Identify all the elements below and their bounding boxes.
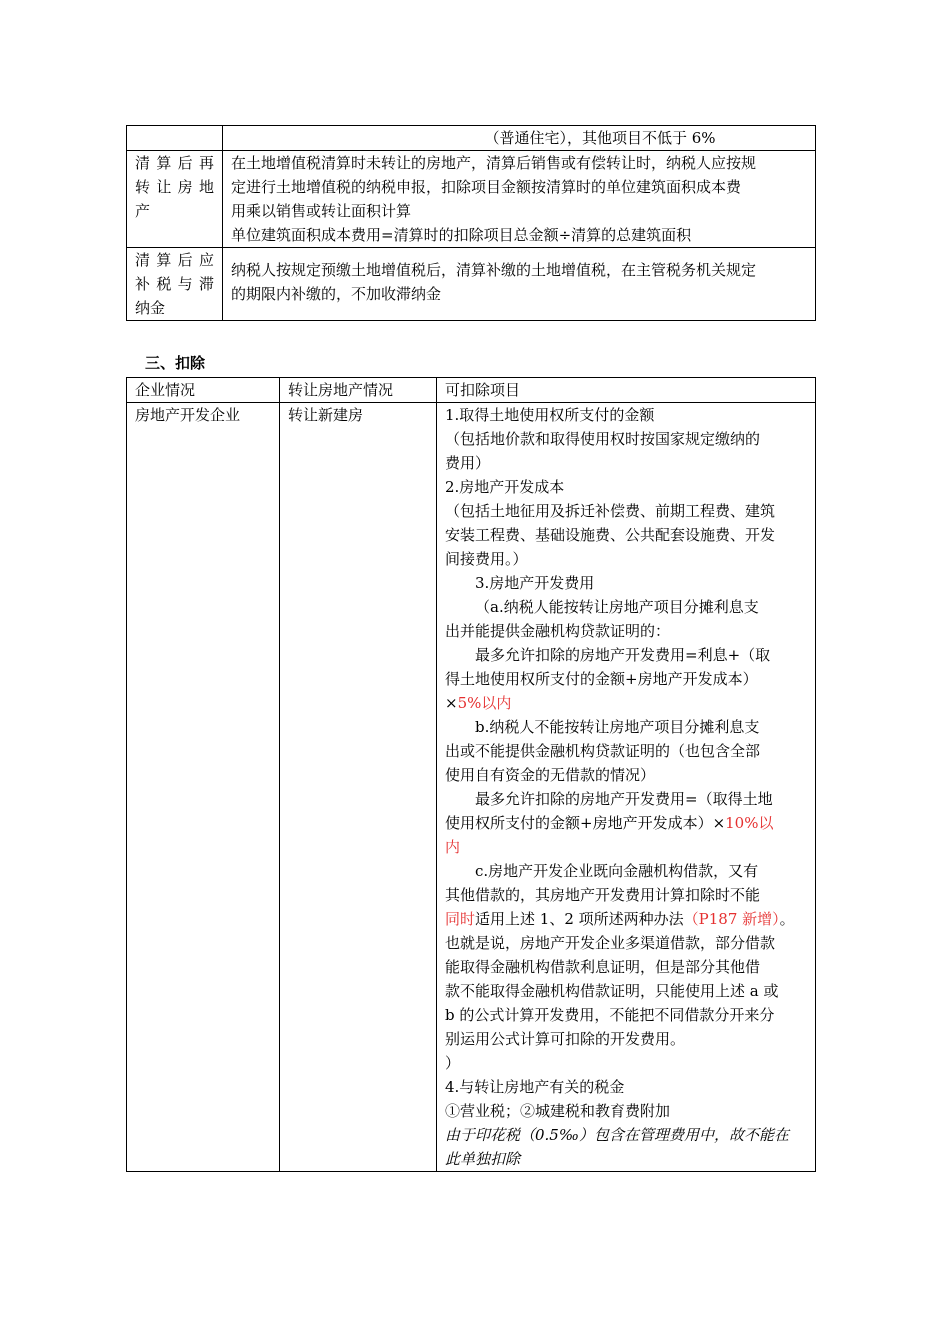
header-enterprise: 企业情况 — [127, 378, 280, 403]
table-row — [127, 126, 816, 151]
table-header-row — [127, 378, 816, 403]
continued-table — [126, 125, 816, 321]
row-label: 清算后再 转让房地 产 — [127, 151, 223, 248]
table-row — [127, 403, 816, 1172]
header-deductible: 可扣除项目 — [437, 378, 816, 403]
row-label: 清算后应 补税与滞 纳金 — [127, 248, 223, 321]
table-row — [127, 248, 816, 321]
cell-situation: 转让新建房 — [280, 403, 437, 1172]
deduction-table — [126, 377, 816, 1172]
table-cell: （普通住宅），其他项目不低于 6% — [223, 126, 816, 151]
cell-enterprise: 房地产开发企业 — [127, 403, 280, 1172]
cell-deductible-items: 1.取得土地使用权所支付的金额 （包括地价款和取得使用权时按国家规定缴纳的 费用） 2.房地产开发成本 （包括土地征用及拆迁补偿费、前期工程费、建筑 安装工程费、基础设施费、公共配套设施费、开发 间接费用。） 3.房地产开发费用 （a.纳税人能按转让房地产项目分摊利息支 出并能提供金融机构贷款证明的： 最多允许扣除的房地产开发费用=利息+（取 得土地使用权所支付的金额+房地产开发成本） ×5%以内 b.纳税人不能按转让房地产项目分摊利息支 出或不能提供金融机构贷款证明的（也包含全部 使用自有资金的无借款的情况） 最多允许扣除的房地产开发费用=（取得土地 使用权所支付的金额+房地产开发成本）×10%以 内 c.房地产开发企业既向金融机构借款，又有 其他借款的，其房地产开发费用计算扣除时不能 同时适用上述 1、2 项所述两种办法（P187 新增）。 也就是说，房地产开发企业多渠道借款，部分借款 能取得金融机构借款利息证明，但是部分其他借 款不能取得金融机构借款证明，只能使用上述 a 或 b 的公式计算开发费用，不能把不同借款分开来分 别运用公式计算可扣除的开发费用。 ） 4.与转让房地产有关的税金 ①营业税；②城建税和教育费附加 由于印花税（0.5‰）包含在管理费用中，故不能在 此单独扣除 — [437, 403, 816, 1172]
section-title: 三、扣除 — [145, 354, 206, 372]
empty-cell — [127, 126, 223, 151]
row-content: 在土地增值税清算时未转让的房地产，清算后销售或有偿转让时，纳税人应按规 定进行土地增值税的纳税申报，扣除项目金额按清算时的单位建筑面积成本费 用乘以销售或转让面积计算 单位建筑面积成本费用=清算时的扣除项目总金额÷清算的总建筑面积 — [223, 151, 816, 248]
table-row — [127, 151, 816, 248]
header-situation: 转让房地产情况 — [280, 378, 437, 403]
row-content: 纳税人按规定预缴土地增值税后，清算补缴的土地增值税，在主管税务机关规定 的期限内补缴的，不加收滞纳金 — [223, 248, 816, 321]
